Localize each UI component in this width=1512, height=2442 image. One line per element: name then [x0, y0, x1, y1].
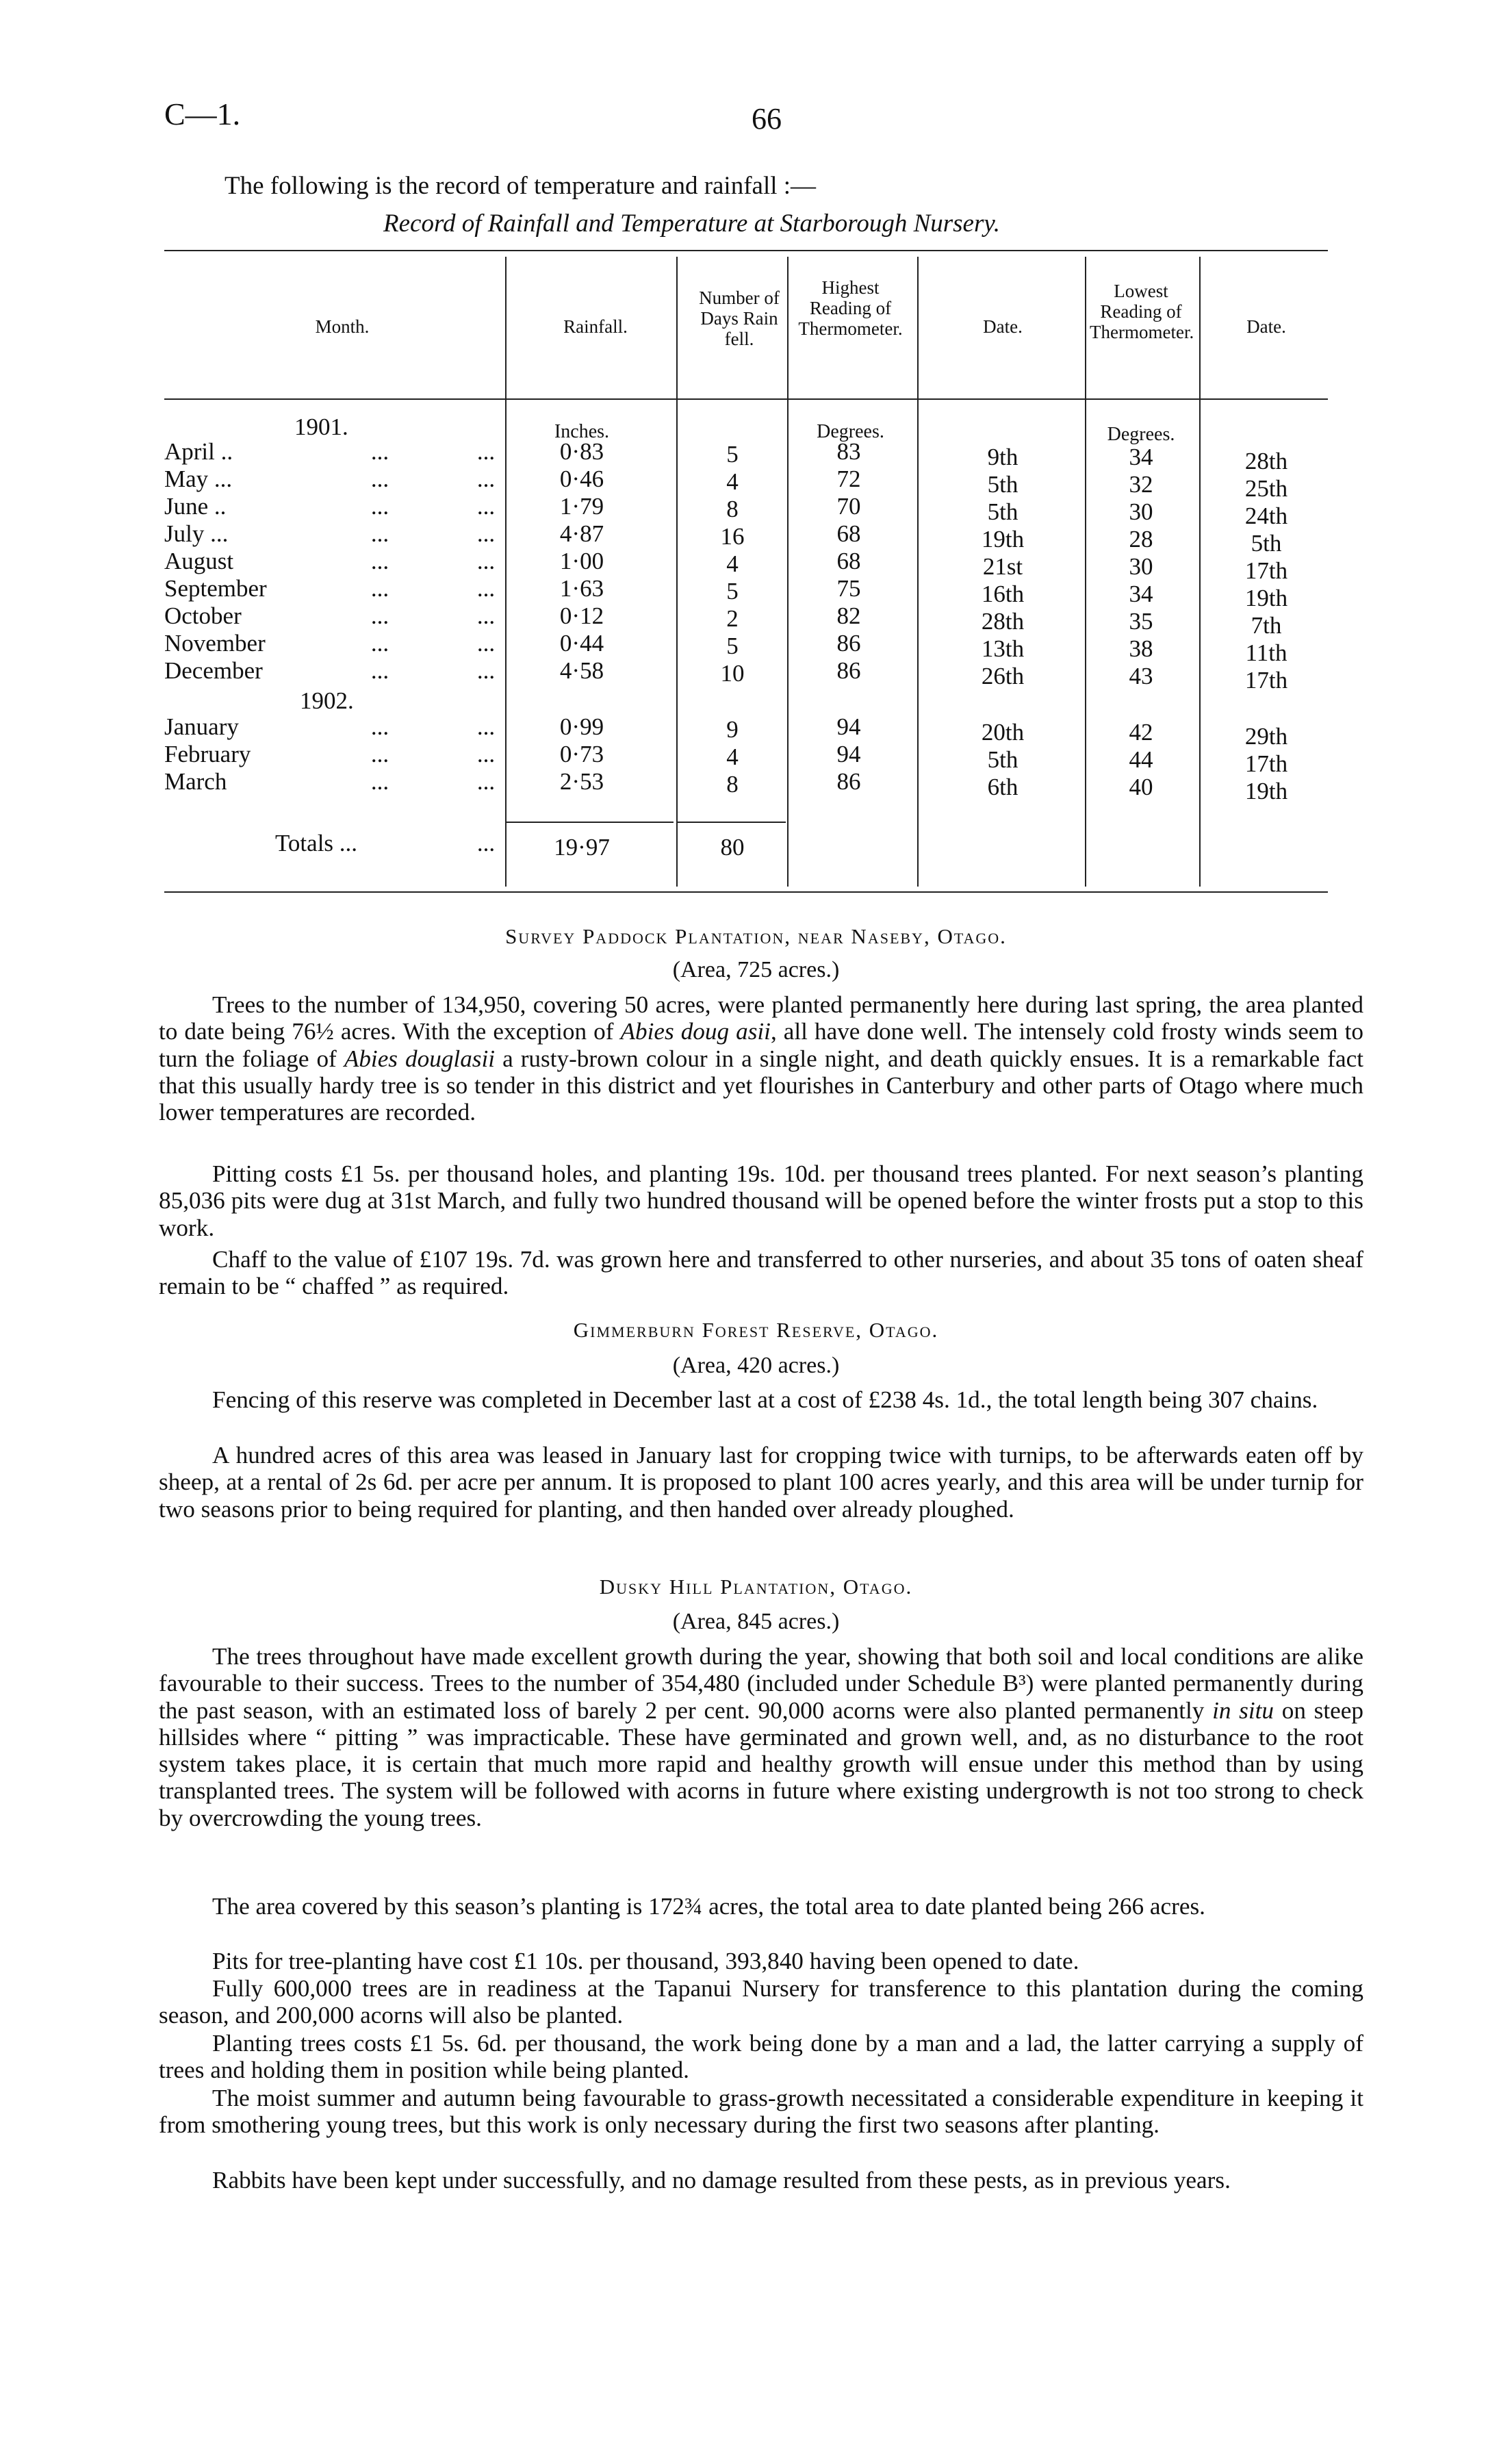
cell-highest: 72	[836, 466, 861, 492]
cell-rain-days: 9	[726, 716, 739, 743]
cell-date-high: 9th	[987, 444, 1018, 470]
cell-rainfall: 2·53	[559, 768, 604, 795]
section-area: (Area, 725 acres.)	[672, 957, 840, 982]
table-column-divider	[917, 257, 919, 887]
cell-lowest: 43	[1129, 663, 1153, 689]
leader-dots: ...	[476, 438, 496, 465]
leader-dots: ...	[476, 713, 496, 740]
totals-rule-rainfall	[505, 822, 674, 823]
leader-dots: ...	[476, 466, 496, 492]
cell-rain-days: 4	[726, 743, 739, 770]
cell-month: May ...	[164, 466, 233, 492]
table-bottom-rule	[164, 891, 1328, 893]
cell-rain-days: 5	[726, 633, 739, 659]
cell-rain-days: 4	[726, 468, 739, 495]
leader-dots: ...	[370, 575, 389, 602]
paragraph: A hundred acres of this area was leased in January last for cropping twice with turnips, to be afterwards eaten off by sheep, at a rental of 2s 6d. per acre per annum. It is proposed to plant 100 acres yearly, and this area will be under turnip for two seasons prior to being required for planting, and then handed over already ploughed.	[159, 1442, 1363, 1523]
paragraph: Fully 600,000 trees are in readiness at the Tapanui Nursery for transference to this plantation during the coming season, and 200,000 acorns will also be planted.	[159, 1975, 1363, 2029]
cell-highest: 86	[836, 630, 861, 657]
cell-lowest: 40	[1129, 774, 1153, 800]
cell-month: December	[164, 657, 263, 684]
cell-highest: 83	[836, 438, 861, 465]
cell-rain-days: 10	[720, 660, 745, 687]
cell-lowest: 38	[1129, 635, 1153, 662]
paragraph: Pitting costs £1 5s. per thousand holes, and planting 19s. 10d. per thousand trees planted. For next season’s planting 85,036 pits were dug at 31st March, and fully two hundred thousand will be opened before the winter frosts put a stop to this work.	[159, 1160, 1363, 1241]
unit-inches: Inches.	[554, 421, 610, 442]
cell-highest: 82	[836, 602, 861, 629]
page-number: 66	[752, 102, 782, 136]
table-caption: Record of Rainfall and Temperature at Starborough Nursery.	[383, 209, 1001, 238]
cell-month: March	[164, 768, 227, 795]
cell-highest: 94	[836, 741, 861, 767]
year-label: 1901.	[294, 414, 348, 440]
cell-date-low: 11th	[1245, 639, 1287, 666]
paragraph: Rabbits have been kept under successfully, and no damage resulted from these pests, as in previous years.	[212, 2167, 1231, 2193]
cell-month: August	[164, 548, 234, 574]
col-header-month: Month.	[315, 316, 370, 337]
italic-term: Abies douglasii	[344, 1045, 496, 1072]
leader-dots: ...	[370, 493, 389, 520]
paragraph: Chaff to the value of £107 19s. 7d. was grown here and transferred to other nurseries, and about 35 tons of oaten sheaf remain to be “ chaffed ” as required.	[159, 1246, 1363, 1300]
section-area: (Area, 845 acres.)	[672, 1609, 840, 1634]
cell-date-high: 5th	[987, 498, 1018, 525]
leader-dots: ...	[370, 520, 389, 547]
paragraph: The area covered by this season’s planting is 172¾ acres, the total area to date planted being 266 acres.	[212, 1893, 1205, 1920]
leader-dots: ...	[370, 602, 389, 629]
cell-month: April ..	[164, 438, 233, 465]
table-column-divider	[676, 257, 678, 887]
cell-rainfall: 0·44	[559, 630, 604, 657]
leader-dots: ...	[476, 768, 496, 795]
cell-date-high: 28th	[981, 608, 1025, 635]
cell-date-low: 19th	[1244, 585, 1288, 611]
cell-date-low: 19th	[1244, 778, 1288, 804]
year-label: 1902.	[300, 687, 354, 714]
cell-date-low: 24th	[1244, 503, 1288, 529]
leader-dots: ...	[370, 466, 389, 492]
cell-lowest: 34	[1129, 581, 1153, 607]
cell-highest: 86	[836, 657, 861, 684]
cell-date-high: 26th	[981, 663, 1025, 689]
paragraph: Planting trees costs £1 5s. 6d. per thousand, the work being done by a man and a lad, the latter carrying a supply of trees and holding them in position while being planted.	[159, 2030, 1363, 2084]
leader-dots: ...	[476, 830, 496, 856]
cell-rainfall: 0·83	[559, 438, 604, 465]
cell-rainfall: 0·12	[559, 602, 604, 629]
col-header-lowest: Lowest Reading of Thermometer.	[1090, 281, 1194, 342]
paragraph: The moist summer and autumn being favourable to grass-growth necessitated a considerable expenditure in keeping it from smothering young trees, but this work is only necessary during the first two seasons after planting.	[159, 2085, 1363, 2139]
cell-lowest: 44	[1129, 746, 1153, 773]
section-area: (Area, 420 acres.)	[672, 1353, 840, 1378]
leader-dots: ...	[476, 575, 496, 602]
cell-lowest: 30	[1129, 553, 1153, 580]
cell-rainfall: 0·73	[559, 741, 604, 767]
cell-date-low: 28th	[1244, 448, 1288, 474]
leader-dots: ...	[476, 630, 496, 657]
cell-month: January	[164, 713, 239, 740]
totals-rain-days: 80	[720, 834, 745, 861]
cell-rain-days: 5	[726, 441, 739, 468]
cell-rain-days: 8	[726, 771, 739, 798]
cell-date-high: 6th	[987, 774, 1018, 800]
table-column-divider	[787, 257, 789, 887]
col-header-rainfall: Rainfall.	[563, 316, 628, 337]
cell-date-low: 29th	[1244, 723, 1288, 750]
leader-dots: ...	[476, 548, 496, 574]
col-header-rain-days: Number of Days Rain fell.	[699, 288, 780, 349]
cell-date-high: 16th	[981, 581, 1025, 607]
leader-dots: ...	[476, 741, 496, 767]
cell-month: July ...	[164, 520, 229, 547]
leader-dots: ...	[370, 768, 389, 795]
totals-label: Totals ...	[275, 830, 358, 856]
col-header-date-2: Date.	[1246, 316, 1286, 337]
leader-dots: ...	[476, 520, 496, 547]
unit-degrees-high: Degrees.	[817, 421, 884, 442]
cell-lowest: 28	[1129, 526, 1153, 552]
leader-dots: ...	[370, 713, 389, 740]
cell-month: February	[164, 741, 251, 767]
section-title: Survey Paddock Plantation, near Naseby, Otago.	[505, 924, 1007, 948]
cell-date-low: 17th	[1244, 750, 1288, 777]
cell-rainfall: 4·58	[559, 657, 604, 684]
cell-date-high: 5th	[987, 471, 1018, 498]
cell-rain-days: 2	[726, 605, 739, 632]
cell-rainfall: 4·87	[559, 520, 604, 547]
leader-dots: ...	[370, 438, 389, 465]
paragraph: The trees throughout have made excellent growth during the year, showing that both soil and local conditions are alike favourable to their success. Trees to the number of 354,480 (included under Schedule B³) were planted permanently during the past season, with an estimated loss of barely 2 per cent. 90,000 acorns were also planted permanently in situ on steep hillsides where “ pitting ” was impracticable. These have germinated and grown well, and, as no disturbance to the root system takes place, it is certain that much more rapid and healthy growth will ensue under this method than by using transplanted trees. The system will be followed with acorns in future where existing undergrowth is not too strong to check by overcrowding the young trees.	[159, 1643, 1363, 1831]
cell-highest: 86	[836, 768, 861, 795]
totals-rainfall: 19·97	[554, 834, 610, 861]
cell-month: October	[164, 602, 242, 629]
italic-term: Abies doug asii	[620, 1018, 771, 1045]
cell-date-low: 25th	[1244, 475, 1288, 502]
cell-lowest: 35	[1129, 608, 1153, 635]
cell-date-low: 7th	[1251, 612, 1282, 639]
leader-dots: ...	[476, 657, 496, 684]
intro-text: The following is the record of temperature and rainfall :—	[225, 172, 817, 200]
cell-month: November	[164, 630, 266, 657]
totals-rule-days	[678, 822, 786, 823]
cell-lowest: 42	[1129, 719, 1153, 746]
cell-lowest: 30	[1129, 498, 1153, 525]
cell-highest: 68	[836, 520, 861, 547]
table-header-rule	[164, 398, 1328, 400]
cell-date-low: 17th	[1244, 667, 1288, 694]
paragraph: Fencing of this reserve was completed in December last at a cost of £238 4s. 1d., the total length being 307 chains.	[212, 1386, 1318, 1413]
paragraph: Trees to the number of 134,950, covering 50 acres, were planted permanently here during last spring, the area planted to date being 76½ acres. With the exception of Abies doug asii, all have done well. The intensely cold frosty winds seem to turn the foliage of Abies douglasii a rusty-brown colour in a single night, and death quickly ensues. It is a remarkable fact that this usually hardy tree is so tender in this district and yet flourishes in Canterbury and other parts of Otago where much lower temperatures are recorded.	[159, 991, 1364, 1126]
leader-dots: ...	[370, 630, 389, 657]
leader-dots: ...	[476, 602, 496, 629]
leader-dots: ...	[370, 548, 389, 574]
unit-degrees-low: Degrees.	[1107, 424, 1175, 445]
cell-rainfall: 1·63	[559, 575, 604, 602]
col-header-date-1: Date.	[983, 316, 1023, 337]
cell-rain-days: 16	[720, 523, 745, 550]
cell-date-high: 5th	[987, 746, 1018, 773]
cell-date-high: 19th	[981, 526, 1025, 552]
cell-rainfall: 1·79	[559, 493, 604, 520]
leader-dots: ...	[370, 657, 389, 684]
cell-highest: 68	[836, 548, 861, 574]
cell-rainfall: 0·46	[559, 466, 604, 492]
cell-rain-days: 8	[726, 496, 739, 522]
cell-date-high: 13th	[981, 635, 1025, 662]
paragraph: Pits for tree-planting have cost £1 10s. per thousand, 393,840 having been opened to date.	[212, 1948, 1079, 1974]
cell-highest: 94	[836, 713, 861, 740]
table-top-rule	[164, 250, 1328, 251]
cell-date-low: 17th	[1244, 557, 1288, 584]
leader-dots: ...	[476, 493, 496, 520]
cell-month: June ..	[164, 493, 227, 520]
cell-lowest: 34	[1129, 444, 1153, 470]
cell-highest: 75	[836, 575, 861, 602]
section-title: Gimmerburn Forest Reserve, Otago.	[573, 1318, 939, 1342]
cell-rainfall: 0·99	[559, 713, 604, 740]
table-column-divider	[1085, 257, 1086, 887]
table-column-divider	[1199, 257, 1201, 887]
report-code: C—1.	[164, 97, 241, 131]
cell-rain-days: 5	[726, 578, 739, 605]
cell-month: September	[164, 575, 267, 602]
cell-date-high: 20th	[981, 719, 1025, 746]
italic-term: in situ	[1212, 1696, 1274, 1724]
col-header-highest: Highest Reading of Thermometer.	[798, 277, 903, 339]
cell-date-low: 5th	[1251, 530, 1282, 557]
leader-dots: ...	[370, 741, 389, 767]
cell-rainfall: 1·00	[559, 548, 604, 574]
section-title: Dusky Hill Plantation, Otago.	[599, 1575, 913, 1599]
cell-rain-days: 4	[726, 550, 739, 577]
cell-date-high: 21st	[982, 553, 1023, 580]
cell-lowest: 32	[1129, 471, 1153, 498]
cell-highest: 70	[836, 493, 861, 520]
